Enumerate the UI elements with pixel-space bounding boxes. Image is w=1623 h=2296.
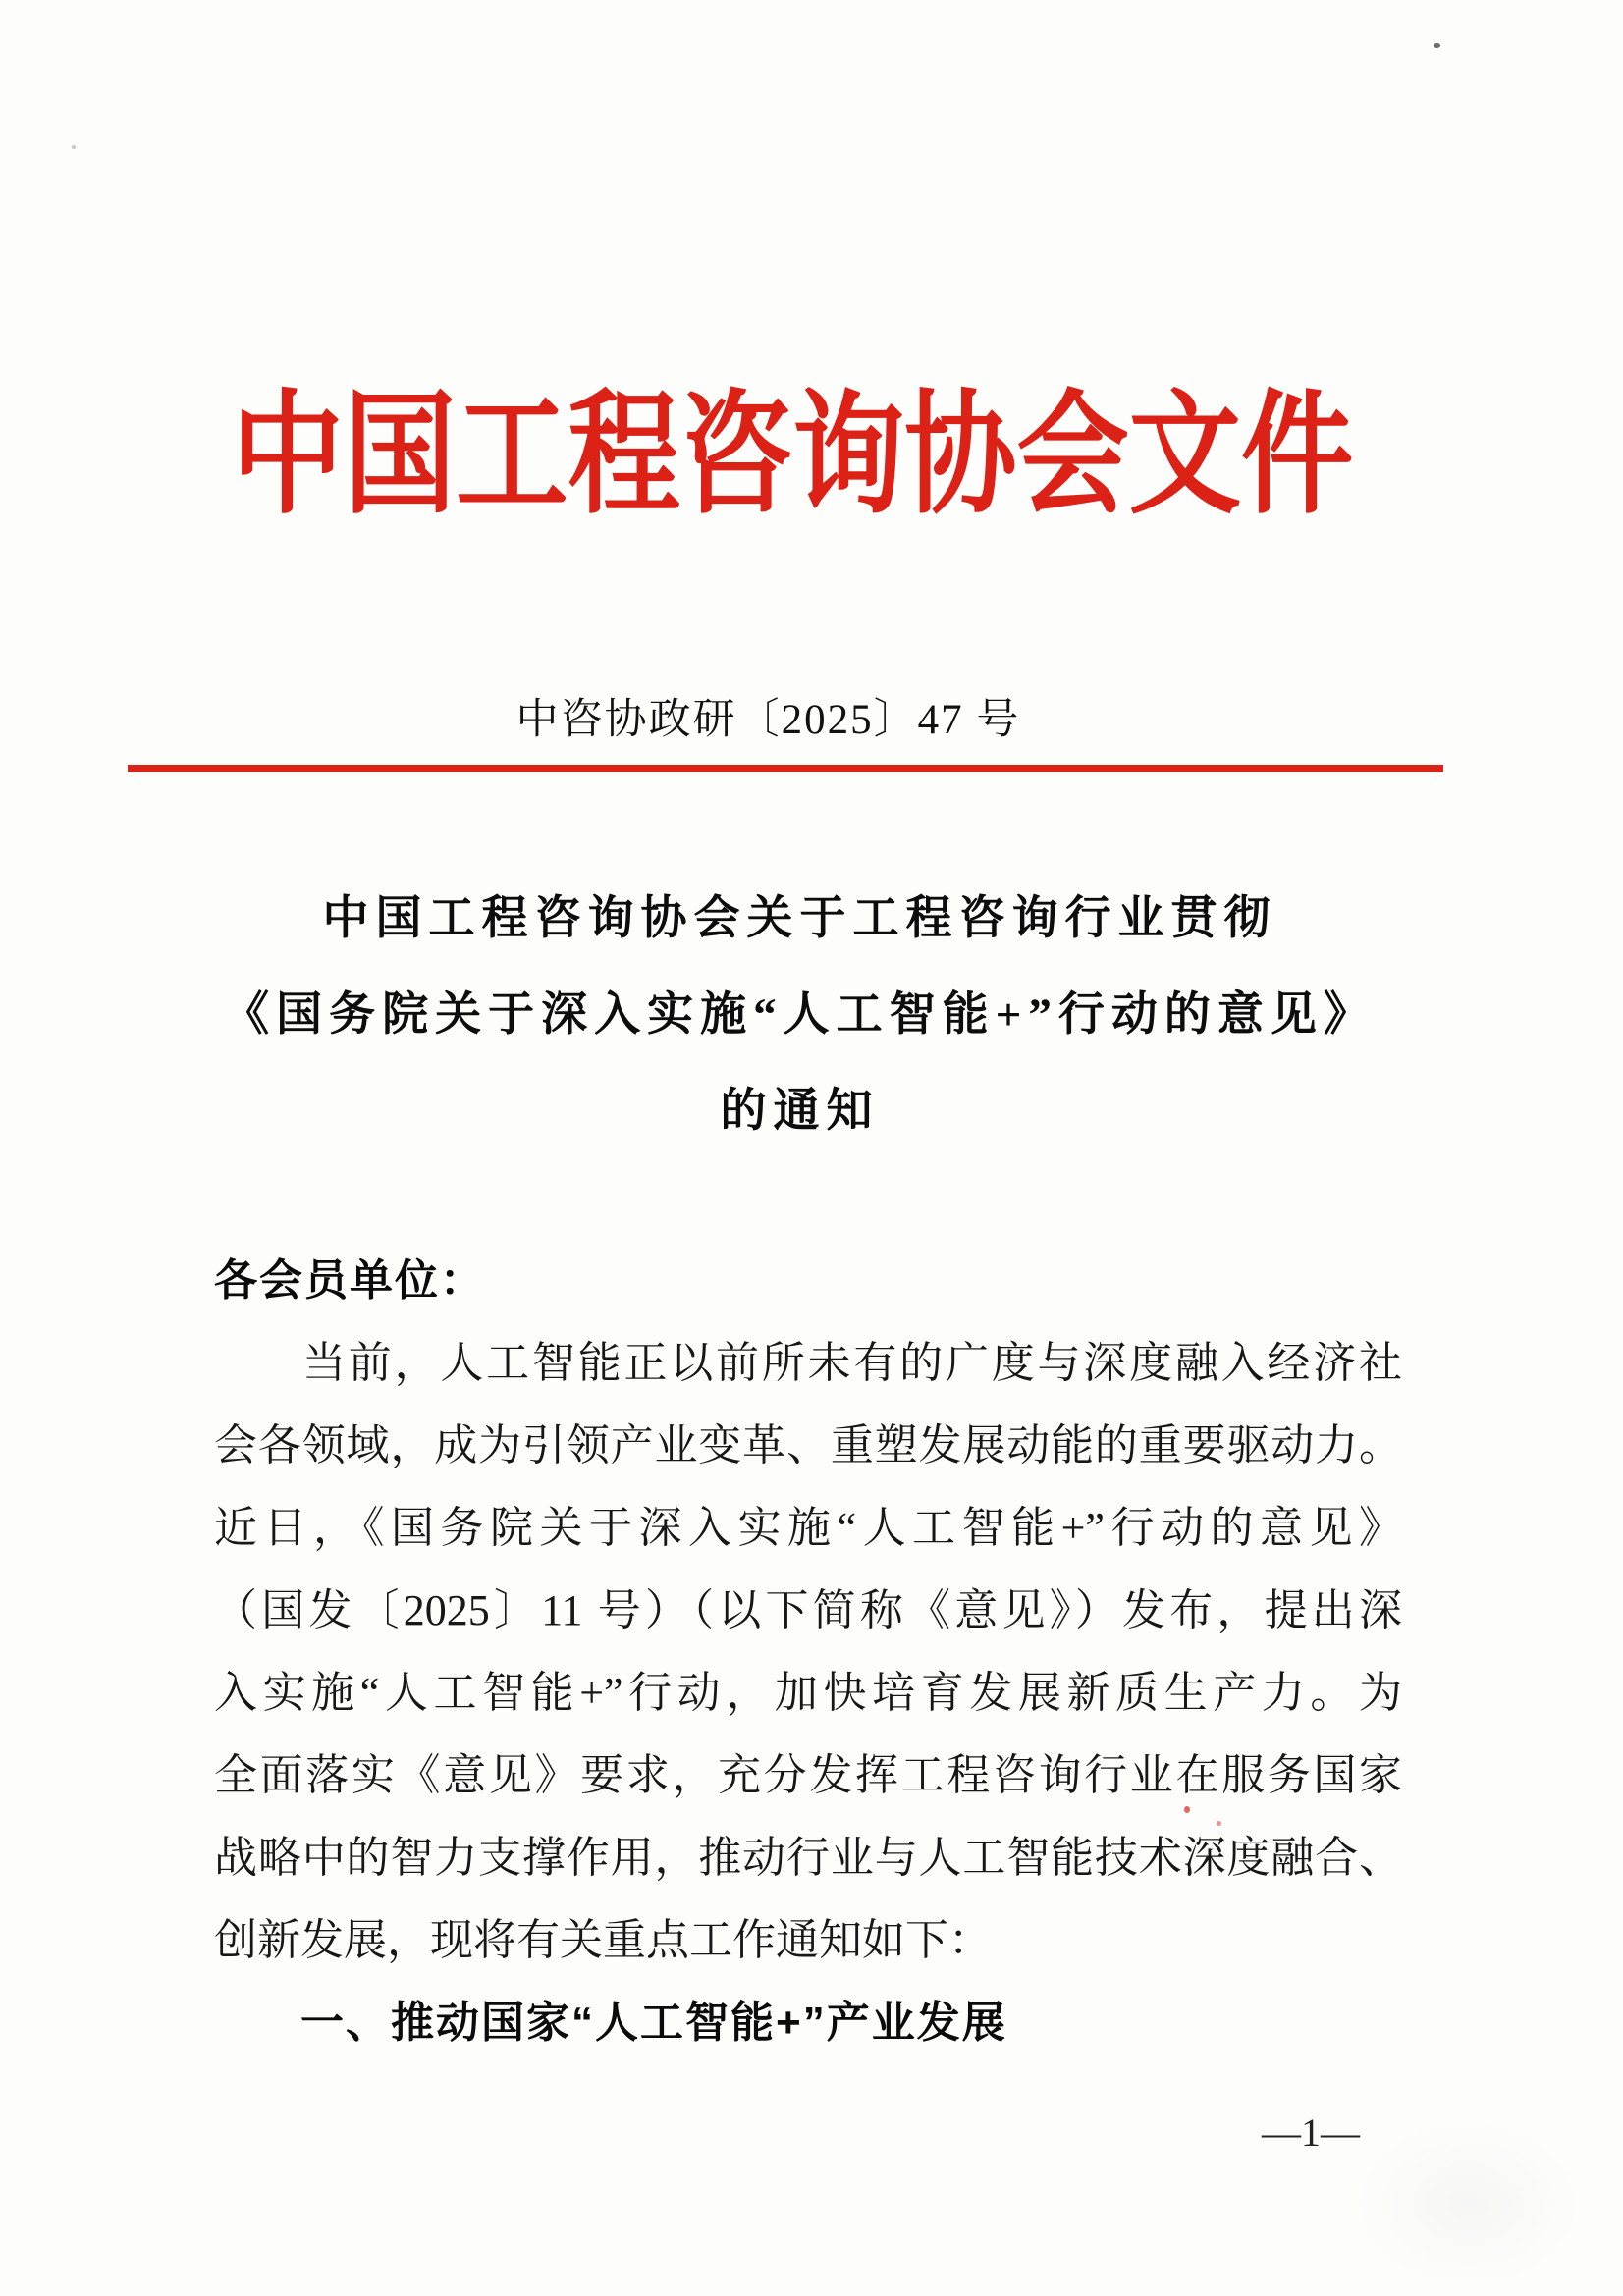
letterhead-title-text: 中国工程咨询协会文件: [231, 383, 1353, 530]
body-line: 会各领域，成为引领产业变革、重塑发展动能的重要驱动力。: [214, 1421, 1402, 1469]
body-line: 创新发展，现将有关重点工作通知如下：: [214, 1916, 992, 1964]
document-number: 中咨协政研〔2025〕47 号: [515, 697, 1021, 743]
body-line: （国发〔2025〕11 号）（以下简称《意见》）发布，提出深: [214, 1586, 1402, 1634]
red-separator-line: [128, 765, 1443, 772]
body-line: 战略中的智力支撑作用，推动行业与人工智能技术深度融合、: [214, 1834, 1402, 1882]
page-number: —1—: [1262, 2110, 1360, 2155]
letterhead-title: [0, 383, 1603, 530]
document-title-line1: 中国工程咨询协会关于工程咨询行业贯彻: [322, 893, 1277, 944]
body-line: 当前，人工智能正以前所未有的广度与深度融入经济社: [302, 1339, 1402, 1387]
document-title-line2: 《国务院关于深入实施“人工智能+”行动的意见》: [223, 989, 1377, 1041]
scan-smudge: [1355, 2120, 1581, 2287]
section-heading: 一、推动国家“人工智能+”产业发展: [300, 1999, 1007, 2047]
scan-speck-red: [1217, 1821, 1221, 1826]
scan-speck: [1434, 43, 1440, 48]
document-body: [214, 1240, 1402, 2064]
body-line: 入实施“人工智能+”行动，加快培育发展新质生产力。为: [214, 1669, 1402, 1717]
scan-speck-red: [1184, 1806, 1190, 1813]
document-title-line3: 的通知: [720, 1086, 880, 1137]
body-line: 近日，《国务院关于深入实施“人工智能+”行动的意见》: [214, 1504, 1402, 1552]
body-line: 全面落实《意见》要求，充分发挥工程咨询行业在服务国家: [214, 1751, 1402, 1799]
salutation: 各会员单位：: [214, 1256, 485, 1305]
scan-speck: [72, 145, 76, 149]
document-title: [0, 871, 1611, 1159]
